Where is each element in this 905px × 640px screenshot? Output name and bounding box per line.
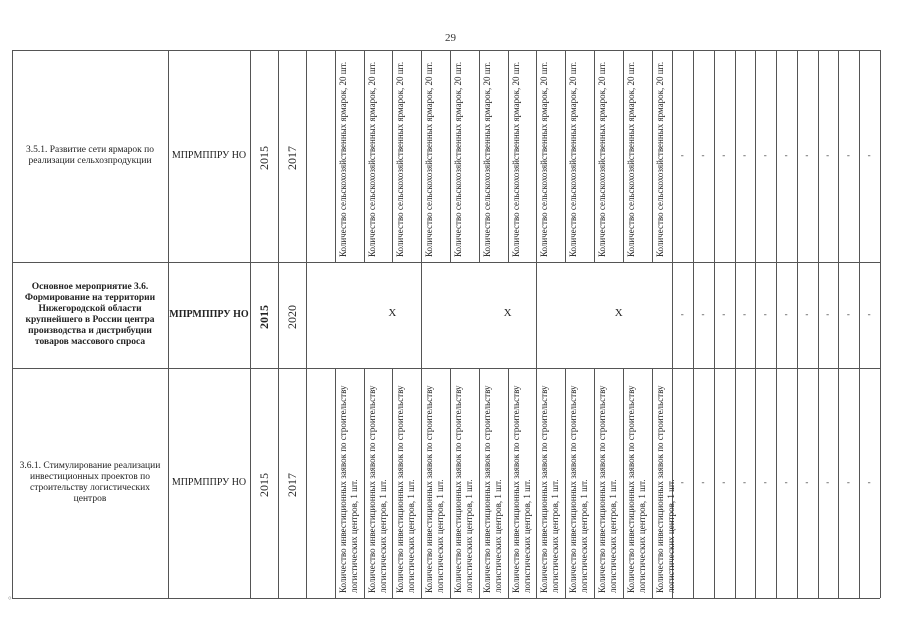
dash-value: - [722, 309, 726, 319]
indicator-text: Количество сельскохозяйственных ярмарок, 20 шт. [654, 61, 665, 257]
column-border [594, 50, 595, 262]
column-border [335, 50, 336, 262]
indicator-text: Количество сельскохозяйственных ярмарок, 20 шт. [481, 61, 492, 257]
dash-value: - [826, 150, 830, 160]
indicator-text: Количество инвестиционных заявок по строительству логистических центров, 1 шт. [481, 385, 503, 593]
indicator-text: Количество сельскохозяйственных ярмарок, 20 шт. [424, 61, 435, 257]
dash-value: - [701, 477, 705, 487]
end-year: 2017 [285, 146, 299, 170]
dash-value: - [743, 150, 747, 160]
column-border [735, 50, 736, 598]
indicator-text: Количество инвестиционных заявок по строительству логистических центров, 1 шт. [337, 385, 359, 593]
dash-value: - [680, 477, 684, 487]
corner-mark: ° [8, 595, 12, 605]
indicator-text: Количество инвестиционных заявок по строительству логистических центров, 1 шт. [453, 385, 474, 593]
indicator-text: Количество сельскохозяйственных ярмарок, 20 шт. [597, 61, 607, 257]
dash-value: - [722, 150, 726, 160]
indicator-text: Количество инвестиционных заявок по строительству логистических центров, 1 шт. [568, 385, 589, 593]
column-border [623, 368, 624, 598]
column-border [450, 50, 451, 262]
column-border [335, 368, 336, 598]
measure-name: Основное мероприятие 3.6. Формирование на территории Нижегородской области крупнейшего в России центра производства и дистрибуции товаров массового спроса [24, 282, 156, 347]
column-border [776, 50, 777, 598]
column-border [818, 50, 819, 598]
indicator-text: Количество сельскохозяйственных ярмарок, 20 шт. [366, 61, 377, 257]
column-border [565, 368, 566, 598]
column-border [838, 50, 839, 598]
column-border [421, 50, 422, 598]
column-border [623, 50, 624, 262]
column-border [755, 50, 756, 598]
column-border [797, 50, 798, 598]
column-border [859, 50, 860, 598]
dash-value: - [805, 150, 809, 160]
x-mark: X [388, 307, 397, 319]
dash-value: - [722, 477, 726, 487]
column-border [565, 50, 566, 262]
indicator-text: Количество инвестиционных заявок по строительству логистических центров, 1 шт. [539, 385, 560, 593]
indicator-text: Количество сельскохозяйственных ярмарок, 20 шт. [539, 61, 550, 257]
column-border [652, 50, 653, 262]
indicator-text: Количество сельскохозяйственных ярмарок, 20 шт. [510, 61, 521, 257]
column-border [12, 50, 13, 598]
measure-name: 3.6.1. Стимулирование реализации инвестиционных проектов по строительству логистических центров [19, 461, 161, 504]
indicator-text: Количество сельскохозяйственных ярмарок, 20 шт. [625, 61, 636, 257]
measure-name: 3.5.1. Развитие сети ярмарок по реализации сельхозпродукции [25, 145, 155, 166]
indicator-text: Количество инвестиционных заявок по строительству логистических центров, 1 шт. [597, 385, 618, 593]
page-number: 29 [445, 32, 456, 44]
column-border [392, 368, 393, 598]
dash-value: - [846, 477, 850, 487]
dash-value: - [763, 309, 767, 319]
column-border [714, 50, 715, 598]
indicator-text: Количество сельскохозяйственных ярмарок, 20 шт. [337, 61, 348, 257]
x-mark: X [503, 307, 512, 319]
column-border [479, 50, 480, 262]
dash-value: - [680, 309, 684, 319]
indicator-text: Количество инвестиционных заявок по строительству логистических центров, 1 шт. [654, 385, 676, 593]
column-border [278, 50, 279, 598]
start-year: 2015 [257, 146, 271, 170]
dash-value: - [701, 150, 705, 160]
dash-value: - [846, 150, 850, 160]
executor: МПРМППРУ НО [169, 309, 249, 320]
dash-value: - [763, 477, 767, 487]
dash-value: - [743, 309, 747, 319]
start-year: 2015 [257, 305, 271, 329]
start-year: 2015 [257, 473, 271, 497]
indicator-text: Количество сельскохозяйственных ярмарок, 20 шт. [395, 61, 406, 257]
indicator-text: Количество инвестиционных заявок по строительству логистических центров, 1 шт. [510, 385, 532, 593]
column-border [450, 368, 451, 598]
end-year: 2020 [285, 305, 299, 329]
dash-value: - [743, 477, 747, 487]
indicator-text: Количество сельскохозяйственных ярмарок, 20 шт. [568, 61, 579, 257]
column-border [594, 368, 595, 598]
dash-value: - [805, 477, 809, 487]
dash-value: - [784, 477, 788, 487]
dash-value: - [680, 150, 684, 160]
end-year: 2017 [285, 473, 299, 497]
column-border [880, 50, 881, 598]
dash-value: - [784, 309, 788, 319]
column-border [536, 50, 537, 598]
column-border [508, 368, 509, 598]
dash-value: - [867, 150, 871, 160]
dash-value: - [763, 150, 767, 160]
column-border [364, 368, 365, 598]
executor: МПРМППРУ НО [171, 477, 247, 488]
dash-value: - [701, 309, 705, 319]
row-border [12, 598, 880, 599]
indicator-text: Количество сельскохозяйственных ярмарок, 20 шт. [453, 61, 463, 257]
dash-value: - [867, 309, 871, 319]
dash-value: - [805, 309, 809, 319]
dash-value: - [826, 309, 830, 319]
column-border [652, 368, 653, 598]
indicator-text: Количество инвестиционных заявок по строительству логистических центров, 1 шт. [366, 385, 388, 593]
column-border [364, 50, 365, 262]
indicator-text: Количество инвестиционных заявок по строительству логистических центров, 1 шт. [625, 385, 647, 593]
dash-value: - [784, 150, 788, 160]
column-border [306, 50, 307, 598]
column-border [479, 368, 480, 598]
dash-value: - [826, 477, 830, 487]
dash-value: - [846, 309, 850, 319]
executor: МПРМППРУ НО [171, 150, 247, 161]
column-border [250, 50, 251, 598]
column-border [508, 50, 509, 262]
indicator-text: Количество инвестиционных заявок по строительству логистических центров, 1 шт. [395, 385, 416, 593]
indicator-text: Количество инвестиционных заявок по строительству логистических центров, 1 шт. [424, 385, 445, 593]
x-mark: X [614, 307, 623, 319]
column-border [392, 50, 393, 262]
column-border [693, 50, 694, 598]
dash-value: - [867, 477, 871, 487]
